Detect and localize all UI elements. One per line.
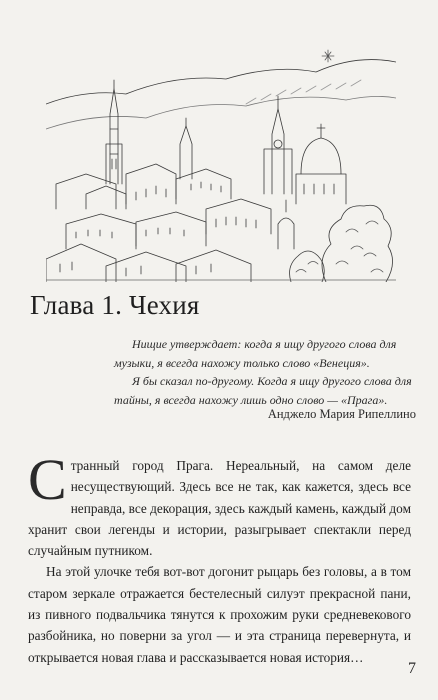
body-paragraph-text: транный город Прага. Нереальный, на самом деле несуществующий. Здесь все не так, как кажется, здесь все неправда, все декорация, здесь каждый камень, каждый дом хранит свои легенды и истории, разыгрывает спектакли перед случайным путником.: [28, 458, 411, 559]
epigraph-paragraph: Я бы сказал по-другому. Когда я ищу другого слова для тайны, я всегда нахожу лишь одно слово — «Прага».: [114, 374, 412, 407]
chapter-title: Глава 1. Чехия: [30, 290, 200, 320]
epigraph-paragraph: Нищие утверждает: когда я ищу другого слова для музыки, я всегда нахожу только слово «Венеция».: [114, 337, 397, 370]
epigraph-author: Анджело Мария Рипеллино: [267, 407, 416, 421]
epigraph: [114, 335, 416, 409]
chapter-body: [28, 447, 411, 668]
body-paragraph: На этой улочке тебя вот-вот догонит рыцарь без головы, а в том старом зеркале отражается бестелесный силуэт прекрасной пани, из пивного подвальчика тянутся к прохожим руки средневекового разбойника, но поверни за угол — и эта страница перевернута, и открывается новая глава и рассказывается новая история…: [28, 564, 411, 665]
body-paragraph: [28, 447, 411, 561]
drop-cap: С: [28, 447, 67, 512]
page-number: 7: [408, 660, 416, 677]
prague-cityscape-illustration: [46, 34, 396, 282]
